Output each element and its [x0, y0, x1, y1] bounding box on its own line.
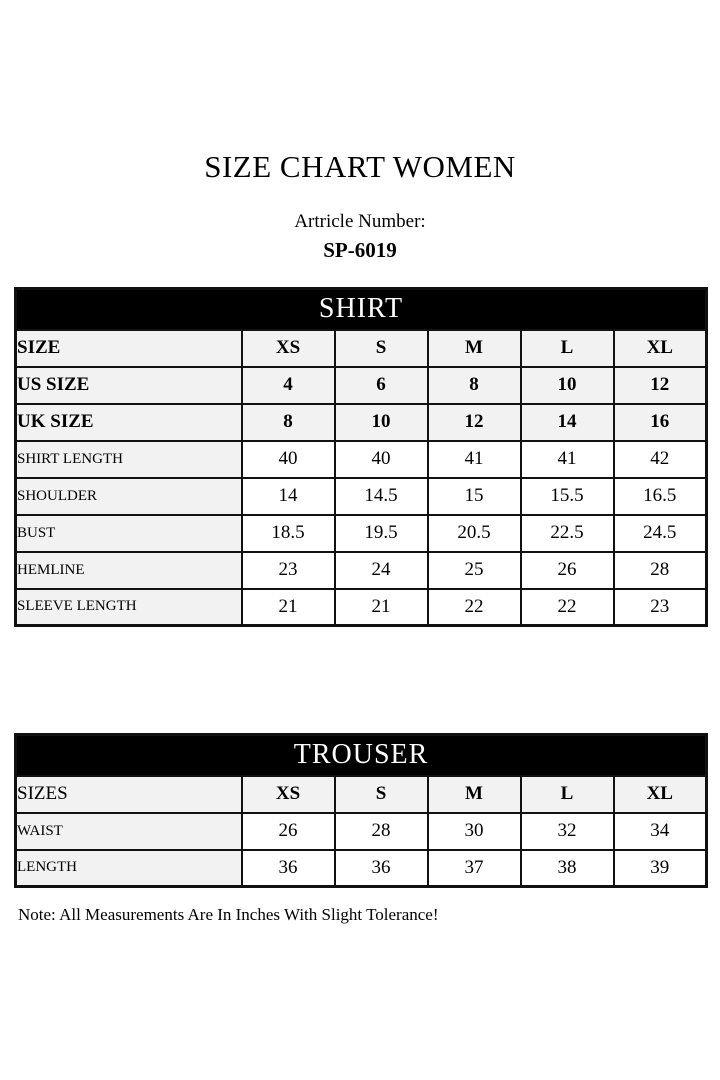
measurement-value-cell: 37 [428, 850, 521, 887]
measurement-value-cell: 22 [428, 589, 521, 626]
measurement-value-cell: 23 [242, 552, 335, 589]
size-value-cell: 16 [614, 404, 707, 441]
measurement-value-cell: 19.5 [335, 515, 428, 552]
row-label-sleeve-length: SLEEVE LENGTH [16, 589, 242, 626]
measurement-value-cell: 15.5 [521, 478, 614, 515]
shirt-uk-size-row [16, 404, 707, 441]
row-label-shoulder: SHOULDER [16, 478, 242, 515]
size-value-cell: 12 [428, 404, 521, 441]
measurement-value-cell: 23 [614, 589, 707, 626]
row-label-length: LENGTH [16, 850, 242, 887]
article-number-label: Artricle Number: [294, 211, 426, 233]
measurement-value-cell: 14.5 [335, 478, 428, 515]
size-value-cell: 10 [335, 404, 428, 441]
measurement-value-cell: 24 [335, 552, 428, 589]
size-value-cell: M [428, 776, 521, 813]
shirt-table-title: SHIRT [16, 289, 707, 330]
measurement-value-cell: 42 [614, 441, 707, 478]
row-label-shirt-length: SHIRT LENGTH [16, 441, 242, 478]
row-label-us-size: US SIZE [16, 367, 242, 404]
measurement-value-cell: 22 [521, 589, 614, 626]
measurement-value-cell: 41 [521, 441, 614, 478]
shirt-table-header-row [16, 289, 707, 330]
measurement-value-cell: 40 [335, 441, 428, 478]
measurement-value-cell: 14 [242, 478, 335, 515]
size-value-cell: 4 [242, 367, 335, 404]
size-value-cell: L [521, 776, 614, 813]
size-value-cell: XS [242, 776, 335, 813]
measurement-value-cell: 21 [242, 589, 335, 626]
measurement-value-cell: 26 [521, 552, 614, 589]
measurement-value-cell: 28 [614, 552, 707, 589]
article-number-value: SP-6019 [323, 237, 397, 262]
shirt-size-table [14, 287, 708, 627]
measurement-value-cell: 22.5 [521, 515, 614, 552]
measurement-value-cell: 36 [335, 850, 428, 887]
length-row [16, 850, 707, 887]
measurement-value-cell: 20.5 [428, 515, 521, 552]
row-label-size: SIZE [16, 330, 242, 367]
measurement-value-cell: 40 [242, 441, 335, 478]
size-value-cell: 12 [614, 367, 707, 404]
shirt-us-size-row [16, 367, 707, 404]
measurement-value-cell: 21 [335, 589, 428, 626]
size-value-cell: 8 [428, 367, 521, 404]
measurement-value-cell: 24.5 [614, 515, 707, 552]
measurement-value-cell: 32 [521, 813, 614, 850]
hemline-row [16, 552, 707, 589]
measurement-value-cell: 30 [428, 813, 521, 850]
bust-row [16, 515, 707, 552]
shirt-size-row [16, 330, 707, 367]
shirt-length-row [16, 441, 707, 478]
size-value-cell: 10 [521, 367, 614, 404]
measurement-value-cell: 16.5 [614, 478, 707, 515]
measurement-value-cell: 28 [335, 813, 428, 850]
size-value-cell: 14 [521, 404, 614, 441]
size-value-cell: XL [614, 330, 707, 367]
sleeve-length-row [16, 589, 707, 626]
trouser-size-table [14, 733, 708, 888]
waist-row [16, 813, 707, 850]
row-label-hemline: HEMLINE [16, 552, 242, 589]
size-value-cell: M [428, 330, 521, 367]
row-label-bust: BUST [16, 515, 242, 552]
size-value-cell: XS [242, 330, 335, 367]
row-label-waist: WAIST [16, 813, 242, 850]
trouser-table-header-row [16, 735, 707, 776]
trouser-table-title: TROUSER [16, 735, 707, 776]
size-value-cell: 6 [335, 367, 428, 404]
trouser-sizes-row [16, 776, 707, 813]
size-value-cell: L [521, 330, 614, 367]
shoulder-row [16, 478, 707, 515]
measurement-value-cell: 34 [614, 813, 707, 850]
size-value-cell: XL [614, 776, 707, 813]
page-title: SIZE CHART WOMEN [204, 149, 516, 184]
row-label-sizes: SIZES [16, 776, 242, 813]
measurement-value-cell: 36 [242, 850, 335, 887]
size-value-cell: S [335, 776, 428, 813]
measurement-value-cell: 15 [428, 478, 521, 515]
measurement-value-cell: 25 [428, 552, 521, 589]
size-value-cell: S [335, 330, 428, 367]
note-text: Note: All Measurements Are In Inches With Slight Tolerance! [18, 905, 439, 925]
measurement-value-cell: 39 [614, 850, 707, 887]
size-value-cell: 8 [242, 404, 335, 441]
row-label-uk-size: UK SIZE [16, 404, 242, 441]
measurement-value-cell: 18.5 [242, 515, 335, 552]
measurement-value-cell: 26 [242, 813, 335, 850]
measurement-value-cell: 41 [428, 441, 521, 478]
measurement-value-cell: 38 [521, 850, 614, 887]
